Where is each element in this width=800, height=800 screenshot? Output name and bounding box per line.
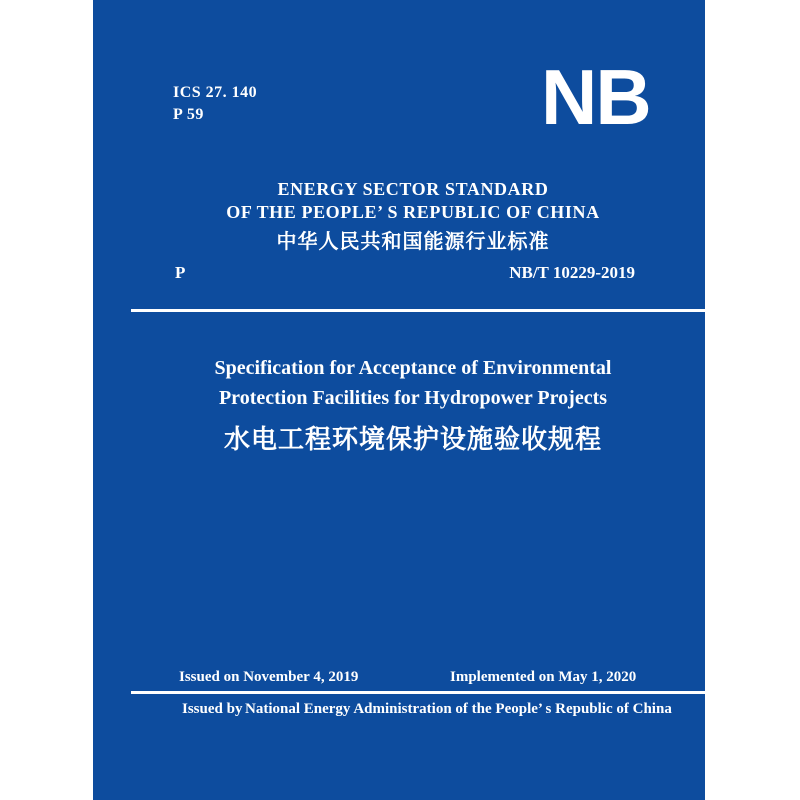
ics-code: ICS 27. 140	[173, 84, 258, 101]
standard-number: NB/T 10229-2019	[509, 263, 635, 282]
issued-by-value: National Energy Administration of the People’ s Republic of China	[245, 701, 672, 717]
p-classification-mark: P	[175, 263, 186, 282]
implemented-date: Implemented on May 1, 2020	[450, 669, 637, 685]
issued-by-label: Issued by	[182, 701, 243, 717]
nb-logo: NB	[541, 53, 650, 141]
bottom-divider-rule	[131, 691, 705, 694]
cover-blue-panel	[93, 0, 705, 800]
issued-date: Issued on November 4, 2019	[179, 669, 359, 685]
header-standard-en-line2: OF THE PEOPLE’ S REPUBLIC OF CHINA	[226, 202, 600, 222]
top-divider-rule	[131, 309, 705, 312]
header-standard-zh: 中华人民共和国能源行业标准	[276, 231, 550, 253]
title-en-line1: Specification for Acceptance of Environmental	[214, 357, 612, 379]
title-zh: 水电工程环境保护设施验收规程	[223, 425, 602, 454]
doc-class-code: P 59	[173, 106, 204, 123]
title-en-line2: Protection Facilities for Hydropower Projects	[218, 387, 608, 409]
header-standard-en-line1: ENERGY SECTOR STANDARD	[277, 179, 549, 199]
